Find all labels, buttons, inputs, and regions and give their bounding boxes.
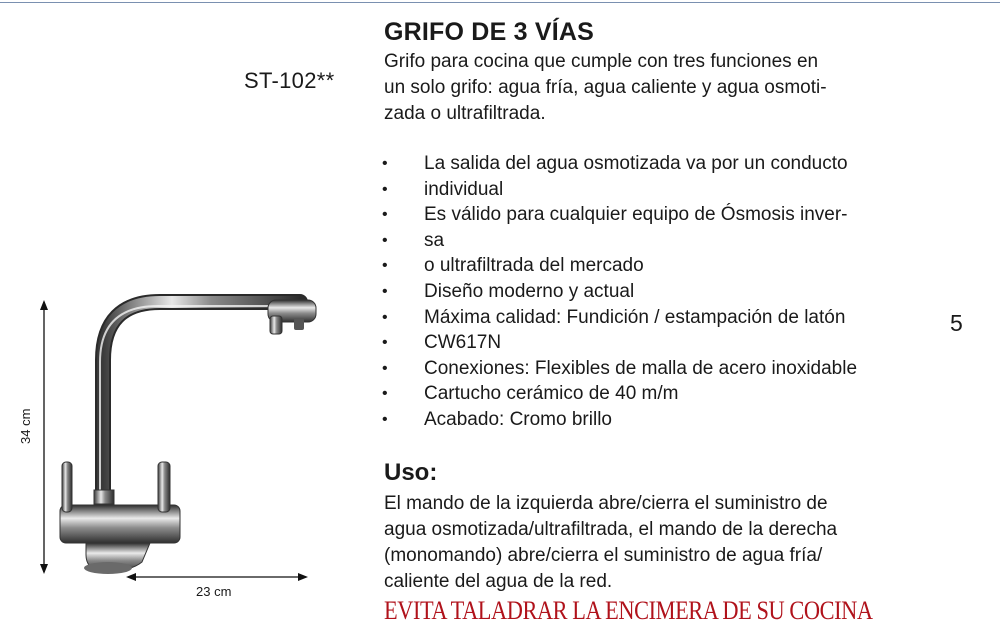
intro-line: Grifo para cocina que cumple con tres funciones en bbox=[384, 51, 819, 72]
usage-line: caliente del agua de la red. bbox=[384, 571, 613, 592]
feature-item: • La salida del agua osmotizada va por un conducto bbox=[384, 151, 857, 177]
right-lever bbox=[158, 462, 170, 512]
feature-item: • individual bbox=[384, 177, 857, 203]
bullet-icon: • bbox=[382, 231, 388, 249]
width-dimension-label: 23 cm bbox=[196, 584, 232, 599]
arrow-left-icon bbox=[126, 573, 136, 581]
bullet-icon: • bbox=[382, 410, 388, 428]
feature-item: • Es válido para cualquier equipo de Ósmosis inver- bbox=[384, 202, 857, 228]
bullet-icon: • bbox=[382, 257, 388, 275]
bullet-icon: • bbox=[382, 180, 388, 198]
feature-item: • Acabado: Cromo brillo bbox=[384, 407, 857, 433]
spout-aerator bbox=[294, 318, 304, 330]
feature-item: • Cartucho cerámico de 40 m/m bbox=[384, 381, 857, 407]
spout-collar bbox=[94, 490, 114, 504]
usage-line: (monomando) abre/cierra el suministro de agua fría/ bbox=[384, 545, 823, 566]
intro-line: zada o ultrafiltrada. bbox=[384, 103, 546, 124]
page-number: 5 bbox=[950, 310, 963, 336]
base-shadow bbox=[84, 562, 132, 574]
intro-line: un solo grifo: agua fría, agua caliente y agua osmoti- bbox=[384, 77, 827, 98]
arrow-down-icon bbox=[40, 564, 48, 574]
usage-title: Uso: bbox=[384, 459, 438, 486]
feature-item: • CW617N bbox=[384, 330, 857, 356]
drilling-warning: EVITA TALADRAR LA ENCIMERA DE SU COCINA bbox=[384, 596, 873, 625]
height-dimension-label: 34 cm bbox=[18, 408, 33, 444]
usage-text bbox=[384, 491, 837, 595]
top-rule bbox=[0, 2, 1000, 3]
feature-item: • Máxima calidad: Fundición / estampación de latón bbox=[384, 305, 857, 331]
feature-item: • Conexiones: Flexibles de malla de acero inoxidable bbox=[384, 356, 857, 382]
feature-item: • Diseño moderno y actual bbox=[384, 279, 857, 305]
bullet-icon: • bbox=[382, 282, 388, 300]
feature-list bbox=[384, 151, 857, 433]
bullet-icon: • bbox=[382, 385, 388, 403]
left-lever bbox=[62, 462, 72, 512]
bullet-icon: • bbox=[382, 155, 388, 172]
product-code: ST-102** bbox=[244, 68, 335, 93]
bullet-icon: • bbox=[382, 359, 388, 377]
arrow-right-icon bbox=[298, 573, 308, 581]
product-intro bbox=[384, 49, 904, 127]
faucet-image bbox=[0, 250, 340, 590]
bullet-icon: • bbox=[382, 334, 388, 352]
feature-item: • o ultrafiltrada del mercado bbox=[384, 253, 857, 279]
usage-line: El mando de la izquierda abre/cierra el suministro de bbox=[384, 493, 828, 514]
bullet-icon: • bbox=[382, 308, 388, 326]
arrow-up-icon bbox=[40, 300, 48, 310]
feature-item: • sa bbox=[384, 228, 857, 254]
spout-highlight bbox=[100, 306, 296, 490]
bullet-icon: • bbox=[382, 206, 388, 224]
usage-line: agua osmotizada/ultrafiltrada, el mando de la derecha bbox=[384, 519, 838, 540]
spout-nozzle bbox=[270, 316, 282, 334]
product-title: GRIFO DE 3 VÍAS bbox=[384, 18, 594, 46]
